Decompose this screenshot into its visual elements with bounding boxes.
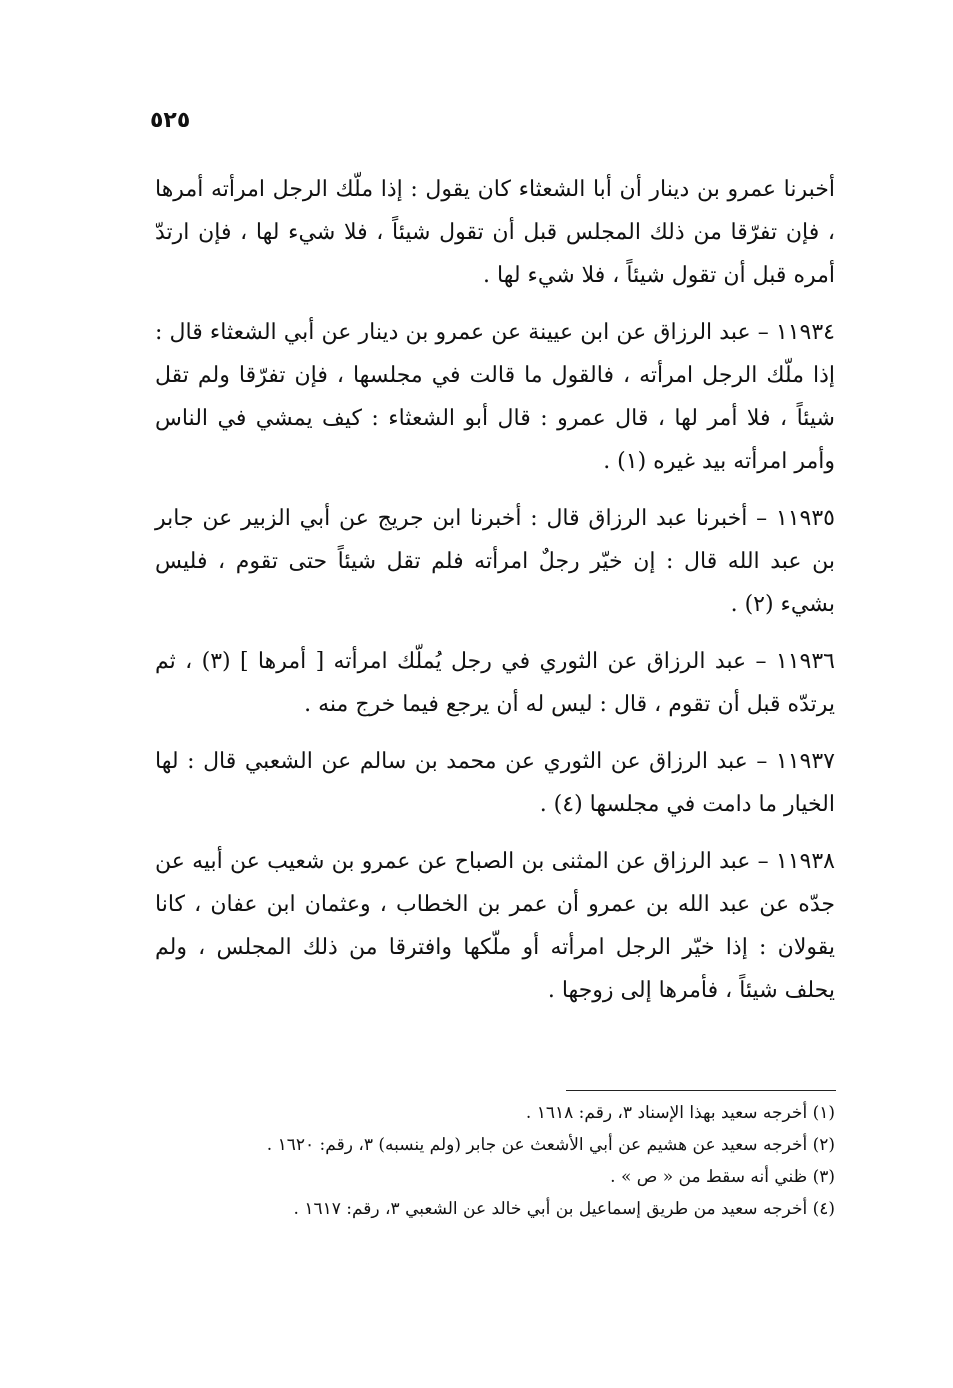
hadith-number: ١١٩٣٨ bbox=[775, 849, 835, 874]
hadith-number: ١١٩٣٧ bbox=[775, 749, 835, 774]
footnotes bbox=[155, 1097, 835, 1225]
paragraph bbox=[155, 497, 835, 626]
hadith-number: ١١٩٣٤ bbox=[775, 320, 835, 345]
footnote: (١) أخرجه سعيد بهذا الإسناد ٣، رقم: ١٦١٨ . bbox=[525, 1103, 835, 1123]
paragraph bbox=[155, 740, 835, 826]
hadith-number: ١١٩٣٦ bbox=[775, 649, 835, 674]
footnote: (٤) أخرجه سعيد من طريق إسماعيل بن أبي خالد عن الشعبي ٣، رقم: ١٦١٧ . bbox=[293, 1199, 835, 1219]
paragraph-text: – أخبرنا عبد الرزاق قال : أخبرنا ابن جريج عن أبي الزبير عن جابر بن عبد الله قال : إن خيّر رجلٌ امرأته فلم تقل شيئاً حتى تقوم ، فليس بشيء (٢) . bbox=[155, 506, 835, 617]
paragraph bbox=[155, 168, 835, 297]
footnote-divider bbox=[566, 1090, 836, 1091]
footnote: (٢) أخرجه سعيد عن هشيم عن أبي الأشعث عن جابر (ولم ينسبه) ٣، رقم: ١٦٢٠ . bbox=[266, 1135, 835, 1155]
paragraph-text: أخبرنا عمرو بن دينار أن أبا الشعثاء كان يقول : إذا ملّك الرجل امرأته أمرها ، فإن تفرّقا من ذلك المجلس قبل أن تقول شيئاً ، فلا شيء لها ، فإن ارتدّ أمره قبل أن تقول شيئاً ، فلا شيء لها . bbox=[155, 177, 835, 288]
paragraph bbox=[155, 840, 835, 1012]
hadith-number: ١١٩٣٥ bbox=[775, 506, 835, 531]
paragraph-text: – عبد الرزاق عن المثنى بن الصباح عن عمرو بن شعيب عن أبيه عن جدّه عن عبد الله بن عمرو أن عمر بن الخطاب ، وعثمان ابن عفان ، كانا يقولان : إذا خيّر الرجل امرأته أو ملّكها وافترقا من ذلك المجلس ، ولم يحلف شيئاً ، فأمرها إلى زوجها . bbox=[155, 849, 835, 1003]
page-number: ٥٢٥ bbox=[150, 108, 191, 133]
paragraph-text: – عبد الرزاق عن ابن عيينة عن عمرو بن دينار عن أبي الشعثاء قال : إذا ملّك الرجل امرأته ، فالقول ما قالت في مجلسها ، فإن تفرّقا ولم تقل شيئاً ، فلا أمر لها ، قال عمرو : قال أبو الشعثاء : كيف يمشي في الناس وأمر امرأته بيد غيره (١) . bbox=[155, 320, 835, 474]
footnote: (٣) ظني أنه سقط من « ص » . bbox=[610, 1167, 835, 1187]
paragraph-text: – عبد الرزاق عن الثوري عن محمد بن سالم عن الشعبي قال : لها الخيار ما دامت في مجلسها (٤) . bbox=[155, 749, 835, 817]
paragraph bbox=[155, 311, 835, 483]
body-text bbox=[155, 168, 835, 1026]
paragraph-text: – عبد الرزاق عن الثوري في رجل يُملّك امرأته [ أمرها ] (٣) ، ثم يرتدّه قبل أن تقوم ، قال : ليس له أن يرجع فيما خرج منه . bbox=[155, 649, 835, 717]
paragraph bbox=[155, 640, 835, 726]
